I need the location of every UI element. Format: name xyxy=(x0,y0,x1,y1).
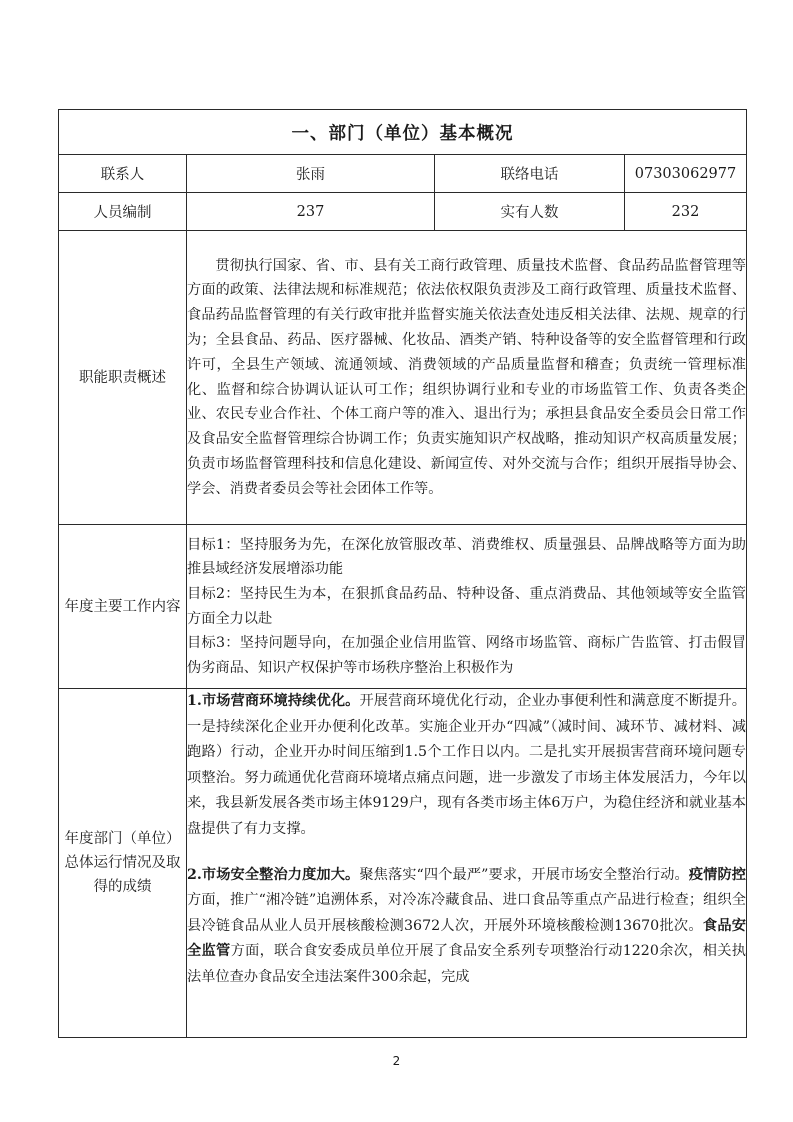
basic-info-table xyxy=(58,109,747,1038)
duties-cell xyxy=(187,231,747,525)
para1-text: 开展营商环境优化行动，企业办事便利性和满意度不断提升。一是持续深化企业开办便利化改革。实施企业开办“四减”（减时间、减环节、减材料、减跑路）行动，企业开办时间压缩到1.5个工作日以内。二是扎实开展损害营商环境问题专项整治。努力疏通优化营商环境堵点痛点问题，进一步激发了市场主体发展活力，今年以来，我县新发展各类市场主体9129户，现有各类市场主体6万户，为稳住经济和就业基本盘提供了有力支撑。 xyxy=(187,693,746,837)
performance-row xyxy=(59,689,747,1038)
contact-value: 张雨 xyxy=(187,155,435,193)
staff-value: 237 xyxy=(187,193,435,231)
actual-staff-value: 232 xyxy=(625,193,747,231)
goal-item: 目标3：坚持问题导向，在加强企业信用监管、网络市场监管、商标广告监管、打击假冒伪劣商品、知识产权保护等市场秩序整治上积极作为 xyxy=(187,635,746,676)
para2-sub-heading-1: 疫情防控 xyxy=(688,866,746,883)
contact-row xyxy=(59,155,747,193)
annual-work-cell xyxy=(187,525,747,689)
annual-work-row xyxy=(59,525,747,689)
para2-sub-heading-2: 食品安全监管 xyxy=(187,917,746,960)
contact-label: 联系人 xyxy=(59,155,187,193)
para2-text-2: 方面，推广“湘冷链”追溯体系，对冷冻冷藏食品、进口食品等重点产品进行检查；组织全县冷链食品从业人员开展核酸检测3672人次，开展外环境核酸检测13670批次。 xyxy=(187,892,746,934)
annual-work-label: 年度主要工作内容 xyxy=(59,525,187,689)
para2-heading: 2.市场安全整治力度加大。 xyxy=(187,866,360,883)
section-title: 一、部门（单位）基本概况 xyxy=(59,110,747,155)
performance-para-1 xyxy=(187,689,746,843)
duties-label: 职能职责概述 xyxy=(59,231,187,525)
duties-row xyxy=(59,231,747,525)
actual-staff-label: 实有人数 xyxy=(435,193,625,231)
goal-item: 目标2：坚持民生为本，在狠抓食品药品、特种设备、重点消费品、其他领域等安全监管方面全力以赴 xyxy=(187,585,746,627)
performance-cell xyxy=(187,689,747,1038)
phone-label: 联络电话 xyxy=(435,155,625,193)
staff-row xyxy=(59,193,747,231)
goal-item: 目标1：坚持服务为先，在深化放管服改革、消费维权、质量强县、品牌战略等方面为助推县域经济发展增添功能 xyxy=(187,536,746,578)
performance-label: 年度部门（单位）总体运行情况及取得的成绩 xyxy=(59,689,187,1038)
document-sheet xyxy=(58,109,746,1038)
phone-value: 07303062977 xyxy=(625,155,747,193)
para2-text-1: 聚焦落实“四个最严”要求，开展市场安全整治行动。 xyxy=(359,866,689,883)
duties-text: 贯彻执行国家、省、市、县有关工商行政管理、质量技术监督、食品药品监督管理等方面的政策、法律法规和标准规范；依法依权限负责涉及工商行政管理、质量技术监督、食品药品监督管理的有关行政审批并监督实施关依法查处违反相关法律、法规、规章的行为；全县食品、药品、医疗器械、化妆品、酒类产销、特种设备等的安全监督管理和行政许可，全县生产领域、流通领域、消费领域的产品质量监督和稽查；负责统一管理标准化、监督和综合协调认证认可工作；组织协调行业和专业的市场监管工作、负责各类企业、农民专业合作社、个体工商户等的准入、退出行为；承担县食品安全委员会日常工作及食品安全监督管理综合协调工作；负责实施知识产权战略，推动知识产权高质量发展；负责市场监督管理科技和信息化建设、新闻宣传、对外交流与合作；组织开展指导协会、学会、消费者委员会等社会团体工作等。 xyxy=(187,257,746,497)
para2-text-3: 方面，联合食安委成员单位开展了食品安全系列专项整治行动1220余次，相关执法单位查办食品安全违法案件300余起，完成 xyxy=(187,943,746,985)
staff-label: 人员编制 xyxy=(59,193,187,231)
para1-heading: 1.市场营商环境持续优化。 xyxy=(187,693,360,709)
performance-para-2 xyxy=(187,863,746,991)
page-number: 2 xyxy=(392,1054,401,1068)
